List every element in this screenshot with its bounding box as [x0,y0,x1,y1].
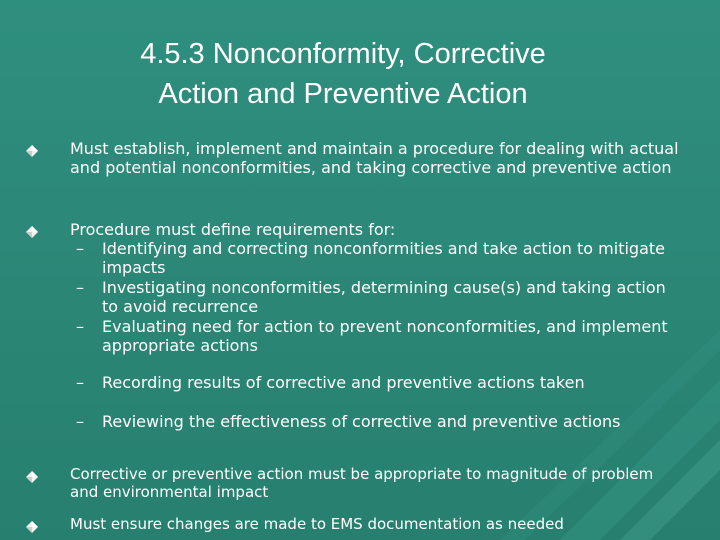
bullet-2-text: Procedure must define requirements for: [70,220,396,239]
bullet-4-text: Must ensure changes are made to EMS documentation as needed [70,515,564,533]
bullet-3-text: Corrective or preventive action must be appropriate to magnitude of problem and environmental impact [70,465,654,501]
subitem-3-text: Evaluating need for action to prevent nonconformities, and implement appropriate actions [102,317,668,355]
subitem-4 [76,373,676,392]
subitem-2-text: Investigating nonconformities, determining cause(s) and taking action to avoid recurrence [102,278,666,316]
dash-marker: – [76,239,84,258]
subitem-1-text: Identifying and correcting nonconformities and take action to mitigate impacts [102,239,665,277]
bullet-1-text: Must establish, implement and maintain a procedure for dealing with actual and potential nonconformities, and taking corrective and preventive action [70,139,679,177]
diamond-bullet-icon [26,226,38,238]
subitem-4-text: Recording results of corrective and preventive actions taken [102,373,585,392]
dash-marker: – [76,412,84,431]
dash-marker: – [76,317,84,336]
slide-title-line-2: Action and Preventive Action [158,78,528,110]
diamond-bullet-icon [26,145,38,157]
subitem-5 [76,412,676,431]
subitem-2 [76,278,676,316]
subitem-1 [76,239,676,277]
slide-title [40,34,646,114]
diamond-bullet-icon [26,471,38,483]
diamond-bullet-icon [26,521,38,533]
subitem-3 [76,317,676,355]
subitem-5-text: Reviewing the effectiveness of corrective and preventive actions [102,412,621,431]
slide-title-line-1: 4.5.3 Nonconformity, Corrective [140,38,546,70]
dash-marker: – [76,373,84,392]
dash-marker: – [76,278,84,297]
